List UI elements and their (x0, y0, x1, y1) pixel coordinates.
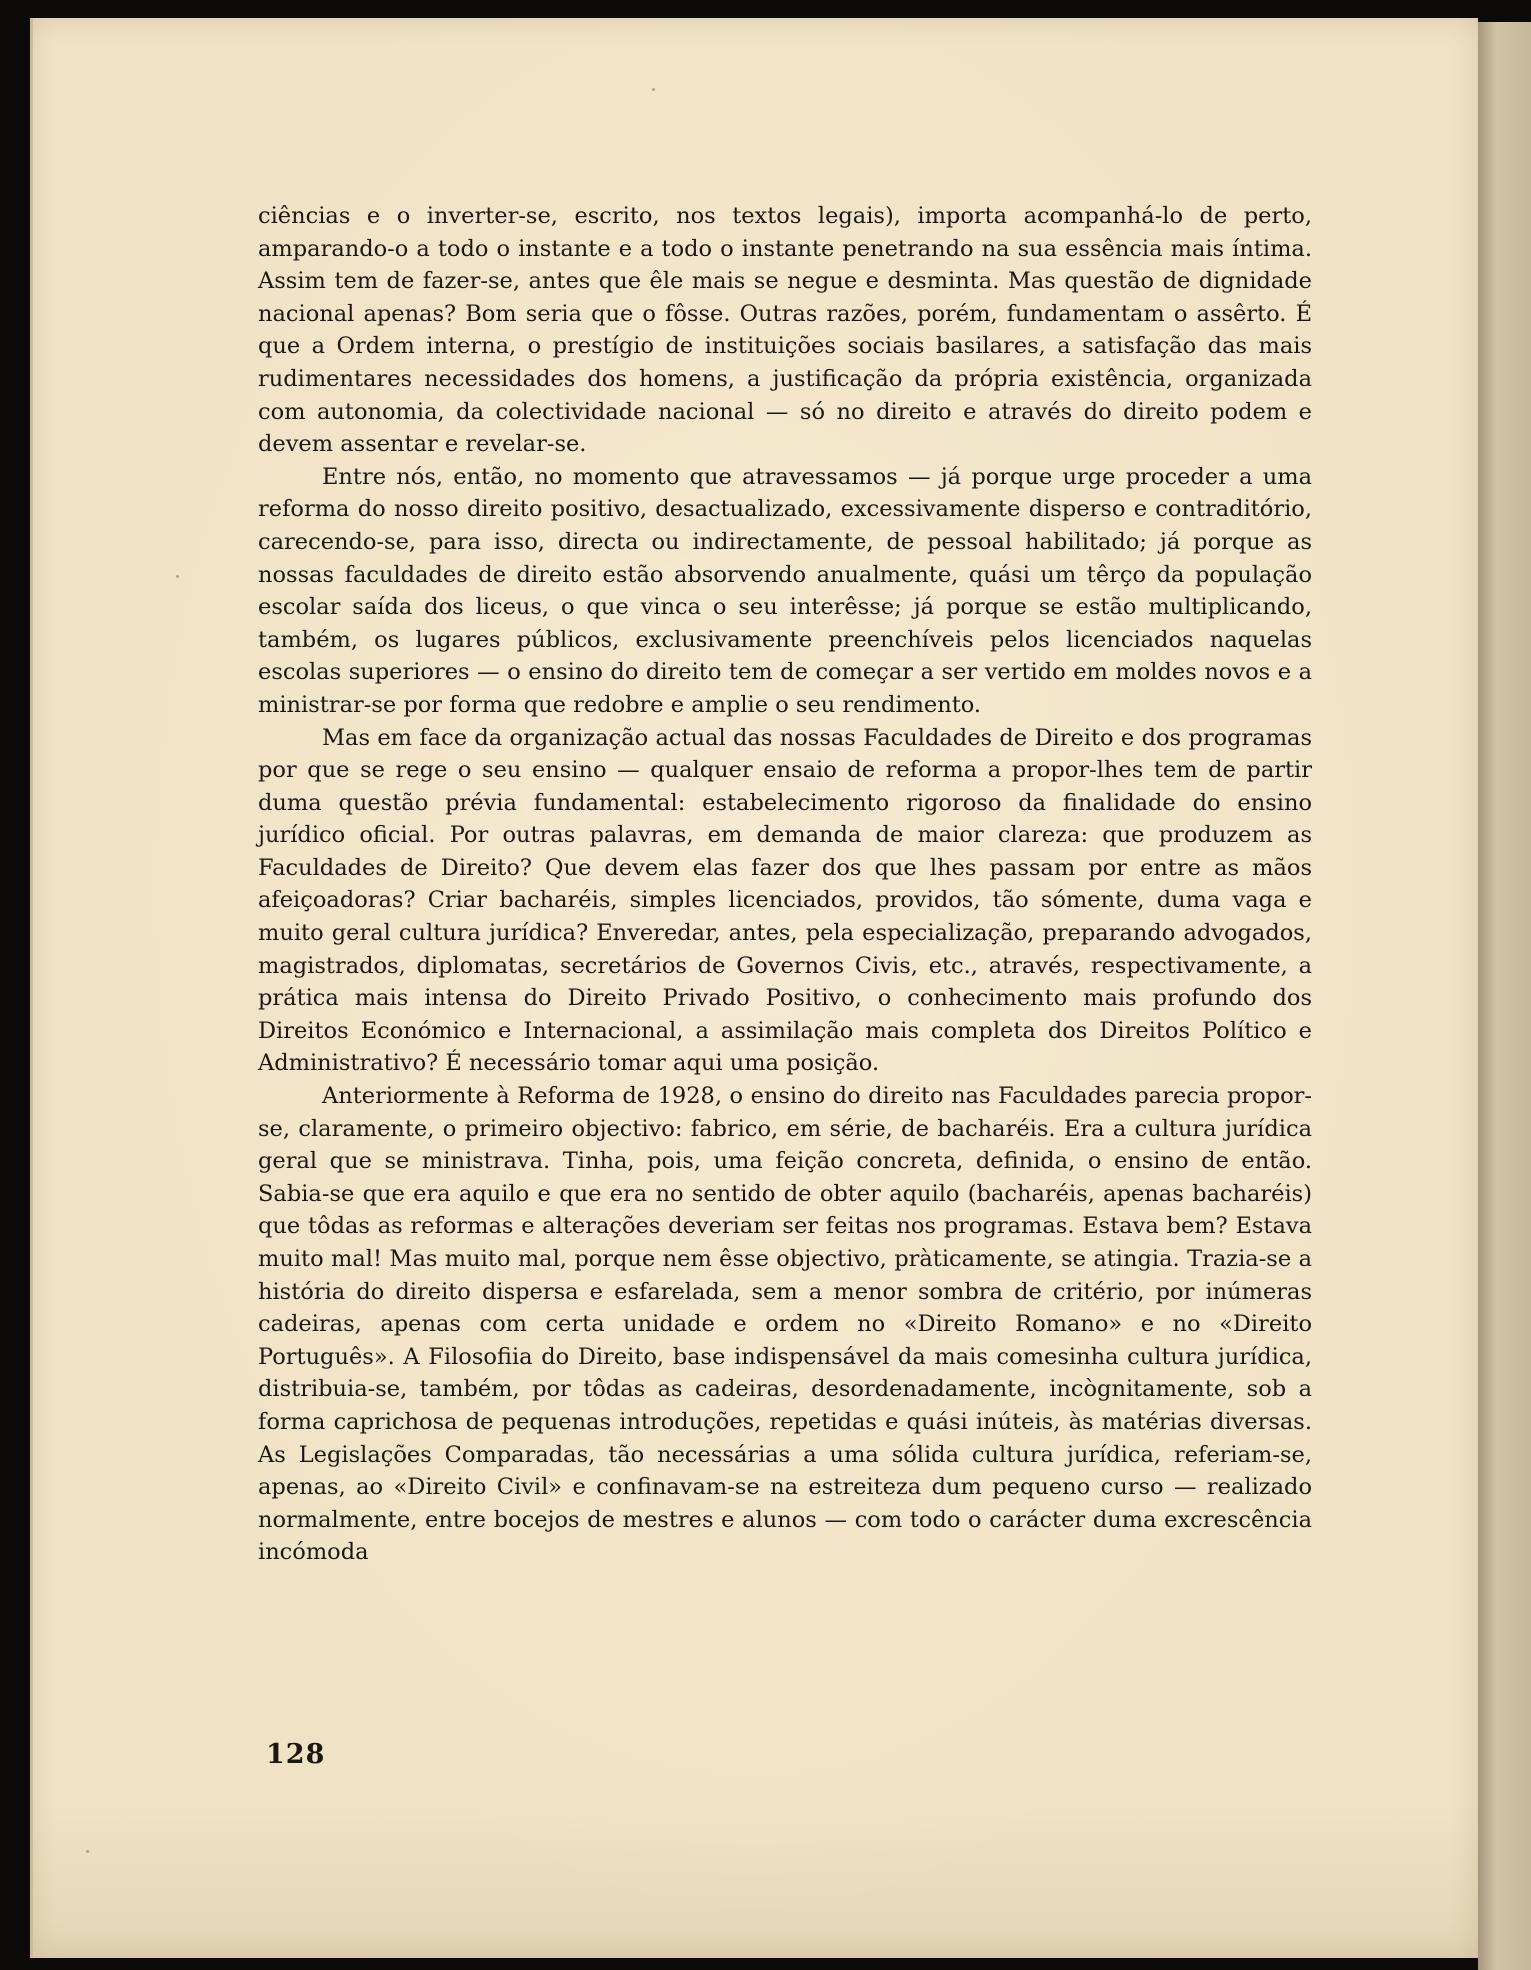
paper-speck (86, 1850, 89, 1853)
paragraph-1: ciências e o inverter-se, escrito, nos textos legais), importa acompanhá-lo de perto, amparando-o a todo o instante e a todo o instante penetrando na sua essência mais íntima. Assim tem de fazer-se, antes que êle mais se negue e desminta. Mas questão de dignidade nacional apenas? Bom seria que o fôsse. Outras razões, porém, fundamentam o assêrto. É que a Ordem interna, o prestígio de instituições sociais basilares, a satisfação das mais rudimentares necessidades dos homens, a justificação da própria existência, organizada com autonomia, da colectividade nacional — só no direito e através do direito podem e devem assentar e revelar-se. (258, 203, 1312, 458)
paragraph-3: Mas em face da organização actual das nossas Faculdades de Direito e dos programas por que se rege o seu ensino — qualquer ensaio de reforma a propor-lhes tem de partir duma questão prévia fundamental: estabelecimento rigoroso da finalidade do ensino jurídico oficial. Por outras palavras, em demanda de maior clareza: que produzem as Faculdades de Direito? Que devem elas fazer dos que lhes passam por entre as mãos afeiçoadoras? Criar bacharéis, simples licenciados, providos, tão sómente, duma vaga e muito geral cultura jurídica? Enveredar, antes, pela especialização, preparando advogados, magistrados, diplomatas, secretários de Governos Civis, etc., através, respectivamente, a prática mais intensa do Direito Privado Positivo, o conhecimento mais profundo dos Direitos Económico e Internacional, a assimilação mais completa dos Direitos Político e Administrativo? É necessário tomar aqui uma posição. (258, 724, 1312, 1077)
page-number: 128 (266, 1739, 326, 1770)
paper-speck (176, 575, 179, 578)
paragraph-4: Anteriormente à Reforma de 1928, o ensino do direito nas Faculdades parecia propor-se, claramente, o primeiro objectivo: fabrico, em série, de bacharéis. Era a cultura jurídica geral que se ministrava. Tinha, pois, uma feição concreta, definida, o ensino de então. Sabia-se que era aquilo e que era no sentido de obter aquilo (bacharéis, apenas bacharéis) que tôdas as reformas e alterações deveriam ser feitas nos programas. Estava bem? Estava muito mal! Mas muito mal, porque nem êsse objectivo, pràticamente, se atingia. Trazia-se a história do direito dispersa e esfarelada, sem a menor sombra de critério, por inúmeras cadeiras, apenas com certa unidade e ordem no «Direito Romano» e no «Direito Português». A Filosofiia do Direito, base indispensável da mais comesinha cultura jurídica, distribuia-se, também, por tôdas as cadeiras, desordenadamente, incògnitamente, sob a forma caprichosa de pequenas introduções, repetidas e quási inúteis, às matérias diversas. As Legislações Comparadas, tão necessárias a uma sólida cultura jurídica, referiam-se, apenas, ao «Direito Civil» e confinavam-se na estreiteza dum pequeno curso — realizado normalmente, entre bocejos de mestres e alunos — com todo o carácter duma excrescência incómoda (258, 1083, 1312, 1566)
paragraph-2: Entre nós, então, no momento que atravessamos — já porque urge proceder a uma reforma do nosso direito positivo, desactualizado, excessivamente disperso e contraditório, carecendo-se, para isso, directa ou indirectamente, de pessoal habilitado; já porque as nossas faculdades de direito estão absorvendo anualmente, quási um têrço da população escolar saída dos liceus, o que vinca o seu interêsse; já porque se estão multiplicando, também, os lugares públicos, exclusivamente preenchíveis pelos licenciados naquelas escolas superiores — o ensino do direito tem de começar a ser vertido em moldes novos e a ministrar-se por forma que redobre e amplie o seu rendimento. (258, 463, 1312, 718)
sheet-left-edge (30, 18, 33, 1958)
body-text (258, 200, 1312, 1569)
next-page-edge (1478, 22, 1531, 1970)
paper-speck (652, 88, 655, 91)
